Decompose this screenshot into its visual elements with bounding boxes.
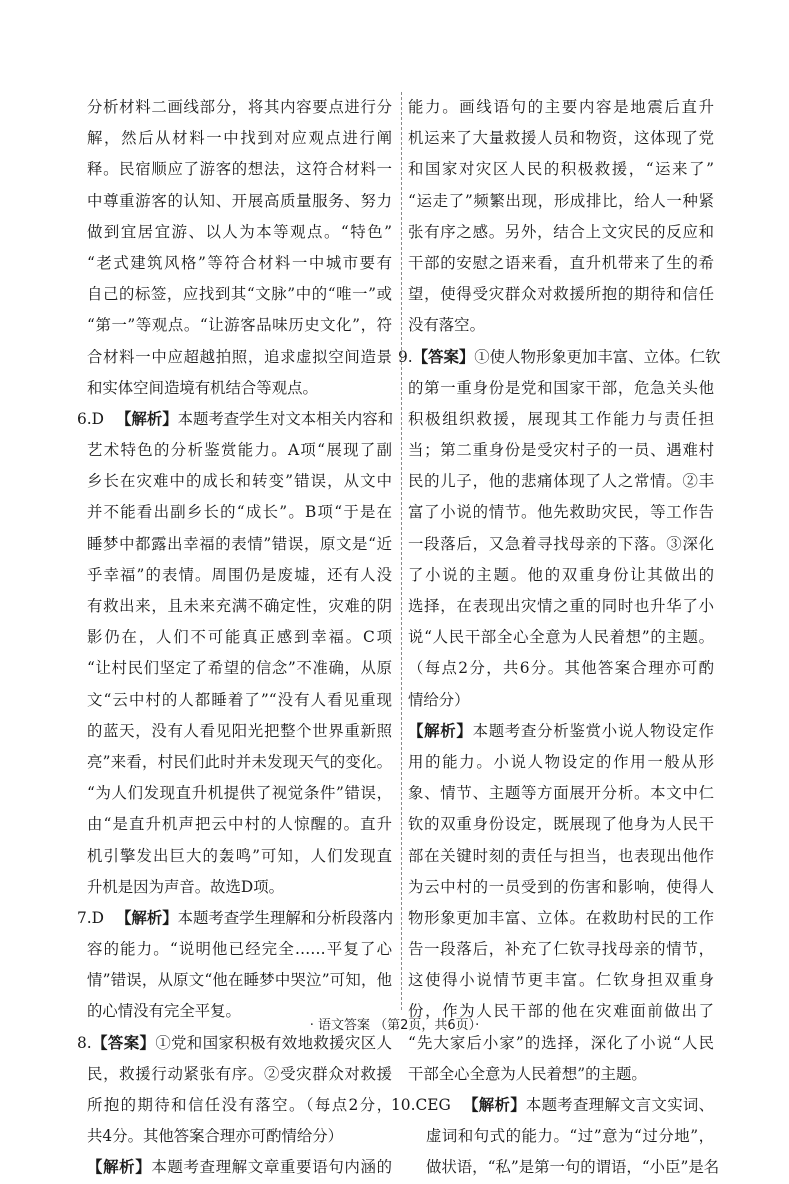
text-line	[408, 497, 714, 528]
line-text: 物形象更加丰富、立体。在救助村民的工作	[408, 908, 714, 927]
question-number: 9.	[398, 347, 413, 366]
text-line	[408, 154, 714, 185]
text-line	[408, 903, 714, 934]
line-text: 所抱的期待和信任没有落空。（每点2分，	[87, 1096, 392, 1114]
text-line	[87, 778, 392, 809]
line-text: “为人们发现直升机提供了视觉条件”错误，	[87, 784, 392, 803]
text-line	[87, 466, 392, 497]
text-line	[408, 248, 714, 279]
text-line	[408, 1121, 714, 1152]
question-number: 10.CEG	[391, 1096, 451, 1114]
text-line	[77, 903, 392, 934]
text-line	[87, 1059, 392, 1090]
line-text: 本题考查学生对文本相关内容和	[177, 409, 394, 428]
answer-tag: 【答案】	[412, 347, 475, 366]
line-text: “第一”等观点。“让游客品味历史文化”，符	[87, 316, 392, 335]
text-line	[77, 404, 392, 435]
text-line	[87, 809, 392, 840]
text-line	[87, 310, 392, 341]
question-number: 8.	[77, 1033, 92, 1052]
line-text: 积极组织救援，展现其工作能力与责任担	[408, 409, 714, 428]
line-text: 了小说的主题。他的双重身份让其做出的	[408, 565, 714, 584]
line-text: 的第一重身份是党和国家干部，危急关头他	[408, 378, 714, 397]
text-line	[87, 248, 392, 279]
text-line	[408, 435, 714, 466]
line-text: 亮”来看，村民们此时并未发现天气的变化。	[87, 752, 392, 771]
line-text: “让村民们坚定了希望的信念”不准确，从原	[87, 659, 392, 678]
text-line	[87, 497, 392, 528]
text-line	[87, 591, 392, 622]
text-line	[398, 342, 721, 373]
text-line	[408, 872, 714, 903]
line-text: 自己的标签，应找到其“文脉”中的“唯一”或	[87, 285, 392, 304]
text-line	[87, 685, 392, 716]
text-line	[408, 747, 714, 778]
line-text: 共4分。其他答案合理亦可酌情给分）	[87, 1127, 344, 1146]
line-text: （每点2分，共6分。其他答案合理亦可酌	[408, 659, 714, 678]
line-text: ①党和国家积极有效地救援灾区人	[155, 1033, 392, 1052]
text-line	[87, 1090, 392, 1121]
page-footer: · 语文答案 （第2页，共6页）·	[309, 1018, 480, 1033]
line-text: 本题考查分析鉴赏小说人物设定作	[472, 721, 714, 740]
line-text: 容的能力。“说明他已经完全……平复了心	[87, 940, 392, 959]
text-line	[408, 965, 714, 996]
text-line	[408, 123, 714, 154]
line-text: 做到宜居宜游、以人为本等观点。“特色”	[87, 222, 392, 241]
text-line	[408, 92, 714, 123]
line-text: 用的能力。小说人物设定的作用一般从形	[408, 752, 714, 771]
text-line	[408, 310, 714, 341]
line-text: 民的儿子，他的悲痛体现了人之常情。②丰	[408, 472, 714, 491]
text-line	[408, 404, 714, 435]
text-line	[408, 934, 714, 965]
text-line	[408, 622, 714, 653]
line-text: 做状语，“私”是第一句的谓语，“小臣”是名	[426, 1158, 720, 1177]
line-text: 选择，在表现出灾情之重的同时也升华了小	[408, 597, 714, 615]
line-text: 说“人民干部全心全意为人民着想”的主题。	[408, 628, 714, 647]
text-line	[408, 591, 714, 622]
line-text: ①使人物形象更加丰富、立体。仁钦	[474, 347, 721, 366]
line-text: 本题考查学生理解和分析段落内	[177, 908, 394, 927]
text-line	[408, 1152, 720, 1183]
line-text: 并不能看出副乡长的“成长”。B项“于是在	[87, 503, 392, 522]
text-line	[87, 92, 392, 123]
question-number: 7.D	[77, 908, 105, 927]
answer-tag: 【答案】	[91, 1033, 156, 1052]
line-text: 文“云中村的人都睡着了”“没有人看见重现	[87, 690, 392, 709]
text-line	[87, 934, 392, 965]
text-line	[87, 217, 392, 248]
text-line	[87, 435, 392, 466]
line-text: 份，作为人民干部的他在灾难面前做出了	[408, 1002, 714, 1021]
text-line	[87, 622, 392, 653]
line-text: 影仍在，人们不可能真正感到幸福。C项	[87, 628, 392, 647]
text-line	[87, 342, 392, 373]
text-line	[87, 716, 392, 747]
text-line	[408, 653, 714, 684]
text-line	[87, 1121, 392, 1152]
text-line	[408, 217, 714, 248]
text-line	[408, 716, 714, 747]
text-line	[391, 1090, 714, 1121]
line-text: 情”错误，从原文“他在睡梦中哭泣”可知，他	[87, 971, 392, 990]
text-line	[87, 123, 392, 154]
line-text: “运走了”频繁出现，形成排比，给人一种紧	[408, 191, 714, 210]
line-text: 情给分）	[408, 690, 470, 709]
line-text: 富了小说的情节。他先救助灾民，等工作告	[408, 503, 714, 522]
text-line	[87, 186, 392, 217]
text-line	[408, 279, 714, 310]
text-line	[87, 1152, 392, 1183]
text-line	[87, 747, 392, 778]
line-text: 释。民宿顺应了游客的想法，这符合材料一	[87, 160, 392, 179]
text-line	[408, 809, 714, 840]
text-line	[87, 872, 392, 903]
text-line	[408, 1059, 714, 1090]
text-line	[87, 529, 392, 560]
line-text: 由“是直升机声把云中村的人惊醒的。直升	[87, 815, 392, 834]
line-text: 象、情节、主题等方面展开分析。本文中仁	[408, 784, 714, 803]
line-text: 张有序之感。另外，结合上文灾民的反应和	[408, 222, 714, 241]
line-text: 当；第二重身份是受灾村子的一员、遇难村	[408, 441, 714, 460]
line-text: 分析材料二画线部分，将其内容要点进行分	[87, 98, 392, 116]
line-text: 乎幸福”的表情。周围仍是废墟，还有人没	[87, 565, 392, 584]
line-text: 和国家对灾区人民的积极救援，“运来了”	[408, 160, 714, 179]
answer-tag: 【解析】	[462, 1096, 526, 1114]
text-line	[408, 466, 714, 497]
line-text: 部在关键时刻的责任与担当，也表现出他作	[408, 846, 714, 865]
column-divider	[401, 92, 402, 1010]
line-text: 干部的安慰之语来看，直升机带来了生的希	[408, 253, 714, 272]
line-text: 干部全心全意为人民着想”的主题。	[408, 1064, 647, 1083]
line-text: 艺术特色的分析鉴赏能力。A项“展现了副	[87, 441, 392, 460]
line-text: 一段落后，又急着寻找母亲的下落。③深化	[408, 534, 714, 553]
line-text: 的心情没有完全平复。	[87, 1002, 241, 1021]
line-text: 钦的双重身份设定，既展现了他身为人民干	[408, 815, 714, 834]
answer-tag: 【解析】	[408, 721, 473, 740]
line-text: 本题考查理解文言文实词、	[525, 1096, 714, 1114]
answer-tag: 【解析】	[116, 908, 178, 927]
line-text: 民，救援行动紧张有序。②受灾群众对救援	[87, 1064, 392, 1083]
question-number: 6.D	[77, 409, 105, 428]
text-line	[408, 529, 714, 560]
text-line	[87, 279, 392, 310]
line-text: 有救出来，且未来充满不确定性，灾难的阴	[87, 597, 392, 615]
answer-tag: 【解析】	[87, 1158, 152, 1177]
line-text: 能力。画线语句的主要内容是地震后直升	[408, 98, 714, 116]
text-line	[408, 373, 714, 404]
line-text: 中尊重游客的认知、开展高质量服务、努力	[87, 191, 392, 210]
line-text: 合材料一中应超越拍照，追求虚拟空间造景	[87, 347, 392, 366]
line-text: 本题考查理解文章重要语句内涵的	[151, 1158, 392, 1177]
line-text: 乡长在灾难中的成长和转变”错误，从文中	[87, 472, 392, 491]
line-text: 解，然后从材料一中找到对应观点进行阐	[87, 129, 392, 148]
text-line	[87, 653, 392, 684]
line-text: 望，使得受灾群众对救援所抱的期待和信任	[408, 285, 714, 304]
line-text: 没有落空。	[408, 316, 485, 335]
text-line	[408, 685, 714, 716]
line-text: 和实体空间造境有机结合等观点。	[87, 378, 318, 397]
line-text: 机引擎发出巨大的轰鸣”可知，人们发现直	[87, 846, 392, 865]
line-text: 升机是因为声音。故选D项。	[87, 877, 285, 896]
line-text: 告一段落后，补充了仁钦寻找母亲的情节，	[408, 940, 714, 959]
text-line	[408, 841, 714, 872]
answer-tag: 【解析】	[116, 409, 178, 428]
line-text: 机运来了大量救援人员和物资，这体现了党	[408, 129, 714, 148]
line-text: 睡梦中都露出幸福的表情”错误，原文是“近	[87, 534, 392, 553]
line-text: 为云中村的一员受到的伤害和影响，使得人	[408, 877, 714, 896]
text-line	[408, 186, 714, 217]
text-line	[408, 560, 714, 591]
text-line	[87, 373, 392, 404]
line-text: 虚词和句式的能力。“过”意为“过分地”，	[426, 1127, 714, 1146]
line-text: 这使得小说情节更丰富。仁钦身担双重身	[408, 971, 714, 990]
line-text: “先大家后小家”的选择，深化了小说“人民	[408, 1033, 714, 1052]
text-line	[87, 560, 392, 591]
line-text: 的蓝天，没有人看见阳光把整个世界重新照	[87, 721, 392, 740]
text-line	[87, 841, 392, 872]
text-line	[87, 965, 392, 996]
text-line	[87, 154, 392, 185]
line-text: “老式建筑风格”等符合材料一中城市要有	[87, 253, 392, 272]
text-line	[408, 778, 714, 809]
